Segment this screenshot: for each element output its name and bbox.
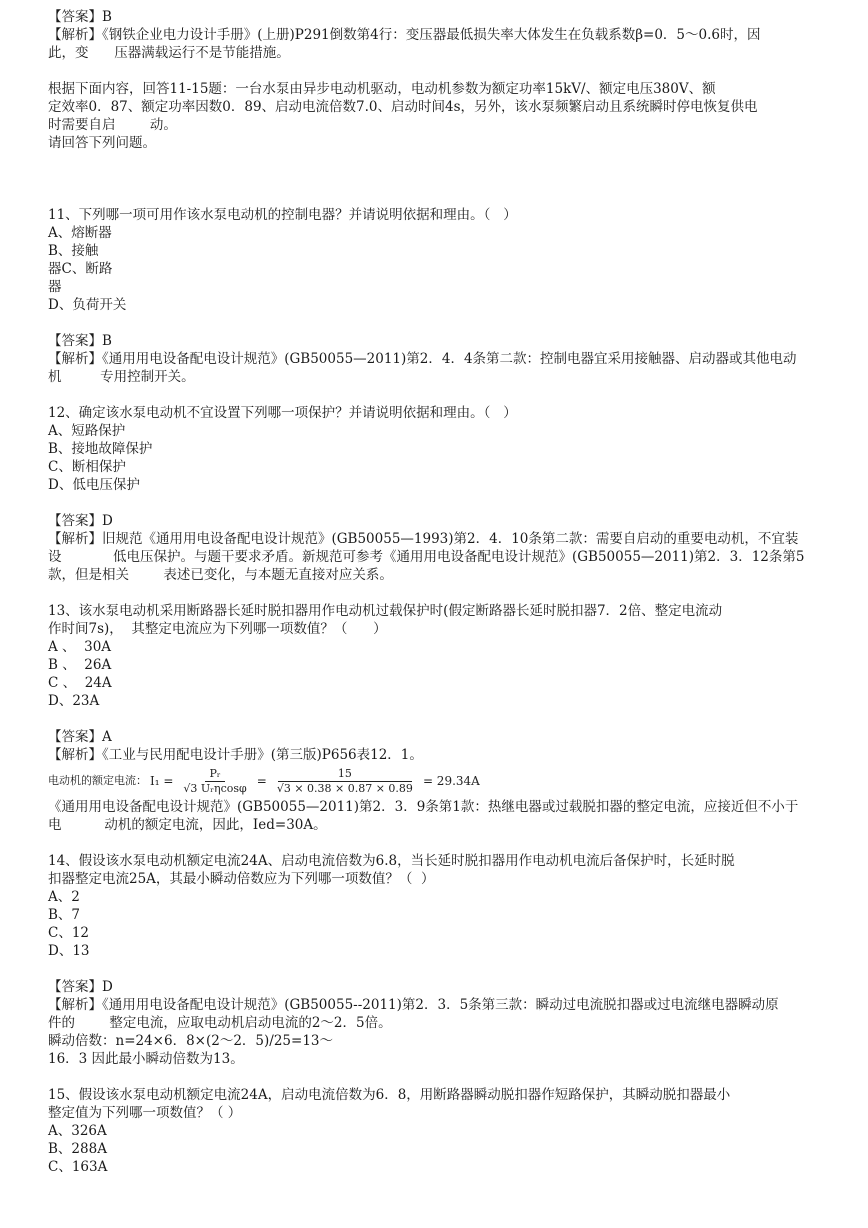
option-text: B、接地故障保护 bbox=[48, 441, 153, 457]
question-15: 整定值为下列哪一项数值？（ ） bbox=[48, 1105, 242, 1121]
formula-lhs: I₁ = bbox=[150, 774, 174, 788]
analysis-text: 【解析】旧规范《通用用电设备配电设计规范》(GB50055—1993)第2．4．10条第二款：需要自启动的重要电动机，不宜装 bbox=[48, 531, 799, 547]
formula-fraction-symbolic bbox=[179, 767, 250, 796]
analysis-text: 【解析】《通用用电设备配电设计规范》(GB50055--2011)第2．3．5条第三款：瞬动过电流脱扣器或过电流继电器瞬动原 bbox=[48, 997, 779, 1013]
option-text: D、低电压保护 bbox=[48, 477, 140, 493]
rated-current-formula bbox=[48, 764, 838, 798]
analysis-text: 电 动机的额定电流，因此，Ied=30A。 bbox=[48, 817, 327, 833]
option-text: A、326A bbox=[48, 1123, 107, 1139]
option-text: B、接触 bbox=[48, 243, 99, 259]
analysis-text: 《通用用电设备配电设计规范》(GB50055—2011)第2．3．9条第1款：热继电器或过载脱扣器的整定电流，应接近但不小于 bbox=[48, 799, 799, 815]
context-text: 定效率0．87、额定功率因数0．89、启动电流倍数7.0、启动时间4s，另外，该水泵频繁启动且系统瞬时停电恢复供电 bbox=[48, 99, 758, 115]
option-text: C 、 24A bbox=[48, 675, 112, 691]
analysis-text: 【解析】《通用用电设备配电设计规范》(GB50055—2011)第2．4．4条第二款：控制电器宜采用接触器、启动器或其他电动 bbox=[48, 351, 797, 367]
answer-label: 【答案】A bbox=[48, 729, 112, 745]
question-11: 11、下列哪一项可用作该水泵电动机的控制电器？并请说明依据和理由。（ ） bbox=[48, 207, 517, 223]
context-text: 根据下面内容，回答11-15题：一台水泵由异步电动机驱动，电动机参数为额定功率15kV/、额定电压380V、额 bbox=[48, 81, 716, 97]
option-text: C、断相保护 bbox=[48, 459, 126, 475]
formula-equals: = bbox=[256, 774, 267, 788]
option-text: B、7 bbox=[48, 907, 81, 923]
option-text: A、熔断器 bbox=[48, 225, 112, 241]
option-text: D、23A bbox=[48, 693, 100, 709]
analysis-text: 设 低电压保护。与题干要求矛盾。新规范可参考《通用用电设备配电设计规范》(GB50055—2011)第2．3．12条第5 bbox=[48, 549, 805, 565]
formula-denominator: √3 Uᵣηcosφ bbox=[183, 781, 247, 795]
analysis-text: 机 专用控制开关。 bbox=[48, 369, 195, 385]
option-text: A 、 30A bbox=[48, 639, 112, 655]
document-page bbox=[48, 8, 838, 1176]
context-text: 请回答下列问题。 bbox=[48, 135, 156, 151]
formula-numerator: Pᵣ bbox=[205, 767, 224, 782]
formula-numerator: 15 bbox=[278, 767, 412, 782]
analysis-text: 16．3 因此最小瞬动倍数为13。 bbox=[48, 1051, 244, 1067]
analysis-text: 瞬动倍数：n=24×6．8×(2～2．5)/25=13～ bbox=[48, 1033, 334, 1049]
option-text: B 、 26A bbox=[48, 657, 112, 673]
option-text: A、短路保护 bbox=[48, 423, 126, 439]
option-text: C、12 bbox=[48, 925, 90, 941]
analysis-text: 【解析】《钢铁企业电力设计手册》(上册)P291倒数第4行：变压器最低损失率大体发生在负载系数β=0．5～0.6时，因 bbox=[48, 27, 761, 43]
option-text: 器 bbox=[48, 279, 62, 295]
analysis-text: 【解析】《工业与民用配电设计手册》(第三版)P656表12．1。 bbox=[48, 747, 423, 763]
formula-fraction-numeric bbox=[273, 767, 417, 796]
answer-label: 【答案】D bbox=[48, 979, 113, 995]
analysis-text: 此，变 压器满载运行不是节能措施。 bbox=[48, 45, 290, 61]
analysis-text: 件的 整定电流，应取电动机启动电流的2～2．5倍。 bbox=[48, 1015, 392, 1031]
answer-label: 【答案】B bbox=[48, 9, 112, 25]
option-text: C、163A bbox=[48, 1159, 108, 1175]
formula-result: = 29.34A bbox=[422, 774, 480, 788]
question-14: 扣器整定电流25A，其最小瞬动倍数应为下列哪一项数值？（ ） bbox=[48, 871, 435, 887]
analysis-text: 款，但是相关 表述已变化，与本题无直接对应关系。 bbox=[48, 567, 393, 583]
question-14: 14、假设该水泵电动机额定电流24A、启动电流倍数为6.8，当长延时脱扣器用作电动机电流后备保护时，长延时脱 bbox=[48, 853, 735, 869]
option-text: B、288A bbox=[48, 1141, 107, 1157]
question-12: 12、确定该水泵电动机不宜设置下列哪一项保护？并请说明依据和理由。（ ） bbox=[48, 405, 517, 421]
option-text: 器C、断路 bbox=[48, 261, 113, 277]
option-text: A、2 bbox=[48, 889, 80, 905]
answer-label: 【答案】B bbox=[48, 333, 112, 349]
formula-label: 电动机的额定电流： bbox=[48, 774, 147, 787]
answer-label: 【答案】D bbox=[48, 513, 113, 529]
context-text: 时需要自启 动。 bbox=[48, 117, 177, 133]
question-15: 15、假设该水泵电动机额定电流24A，启动电流倍数为6．8，用断路器瞬动脱扣器作短路保护，其瞬动脱扣器最小 bbox=[48, 1087, 731, 1103]
question-13: 作时间7s)， 其整定电流应为下列哪一项数值？（ ） bbox=[48, 621, 387, 637]
formula-denominator: √3 × 0.38 × 0.87 × 0.89 bbox=[276, 781, 413, 795]
option-text: D、负荷开关 bbox=[48, 297, 127, 313]
question-13: 13、该水泵电动机采用断路器长延时脱扣器用作电动机过载保护时(假定断路器长延时脱扣器7．2倍、整定电流动 bbox=[48, 603, 723, 619]
option-text: D、13 bbox=[48, 943, 90, 959]
